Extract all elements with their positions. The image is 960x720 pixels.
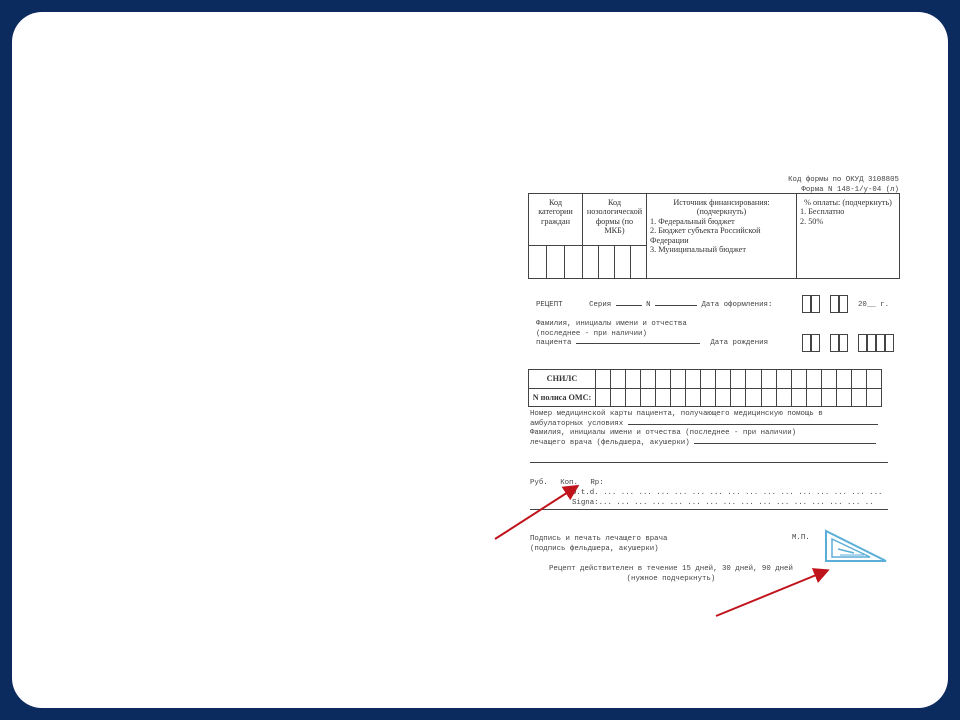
rub-label: Руб. (530, 479, 548, 487)
issue-date-label: Дата оформления: (701, 301, 773, 309)
arrow-to-validity (716, 571, 826, 616)
annotation-arrows (12, 12, 948, 708)
validity-line-2: (нужное подчеркнуть) (626, 575, 716, 583)
nosology-code-title: Код нозологической формы (по МКБ) (583, 194, 646, 246)
kop-label: Коп. (560, 479, 578, 487)
signature-line-1: Подпись и печать лечащего врача (530, 535, 668, 543)
financing-source-title: Источник финансирования: (подчеркнуть) (673, 198, 770, 217)
form-number: Форма N 148-1/у-04 (л) (801, 186, 899, 194)
card-line-3: Фамилия, инициалы имени и отчества (последнее - при наличии) (530, 429, 797, 437)
snils-label: СНИЛС (529, 370, 596, 388)
patient-line-2: (последнее - при наличии) (536, 329, 647, 338)
oms-label: N полиса ОМС: (529, 389, 596, 407)
patient-line-1: Фамилия, инициалы имени и отчества (536, 320, 687, 328)
stamp-place-label: М.П. (792, 534, 810, 542)
payment-item-2: 2. 50% (800, 216, 824, 226)
dtd-dots: ... ... ... ... ... ... ... ... ... ... ... ... ... ... ... ... (603, 489, 883, 497)
signature-line-2: (подпись фельдшера, акушерки) (530, 545, 659, 553)
arrow-to-rx (495, 487, 576, 539)
year-label: 20__ г. (858, 301, 890, 309)
card-line-4: лечащего врача (фельдшера, акушерки) (530, 438, 690, 447)
financing-item-2: 2. Бюджет субъекта Российской Федерации (650, 226, 761, 245)
signa-dots: ... ... ... ... ... ... ... ... ... ... ... ... ... ... ... .. (598, 499, 874, 507)
financing-item-3: 3. Муниципальный бюджет (650, 245, 746, 255)
recipe-label: РЕЦЕПТ (536, 301, 563, 309)
slide (12, 12, 948, 708)
rp-label: Rp: (590, 479, 604, 487)
category-code-title: Код категории граждан (529, 194, 582, 246)
birth-date-label: Дата рождения (710, 339, 769, 347)
card-line-1: Номер медицинской карты пациента, получающего медицинскую помощь в (530, 410, 823, 418)
validity-line-1: Рецепт действителен в течение 15 дней, 30 дней, 90 дней (549, 565, 793, 573)
number-label: N (646, 301, 651, 309)
dtd-label: D.t.d. (572, 489, 599, 497)
series-label: Серия (589, 301, 612, 309)
prescription-form (12, 12, 948, 708)
payment-title: % оплаты: (подчеркнуть) (804, 198, 892, 207)
payment-item-1: 1. Бесплатно (800, 207, 845, 217)
card-line-2: амбулаторных условиях (530, 419, 624, 428)
signa-label: Signa: (572, 499, 599, 507)
patient-line-3: пациента (536, 339, 572, 347)
financing-item-1: 1. Федеральный бюджет (650, 216, 735, 226)
okud-code: Код формы по ОКУД 3108805 (788, 176, 899, 184)
